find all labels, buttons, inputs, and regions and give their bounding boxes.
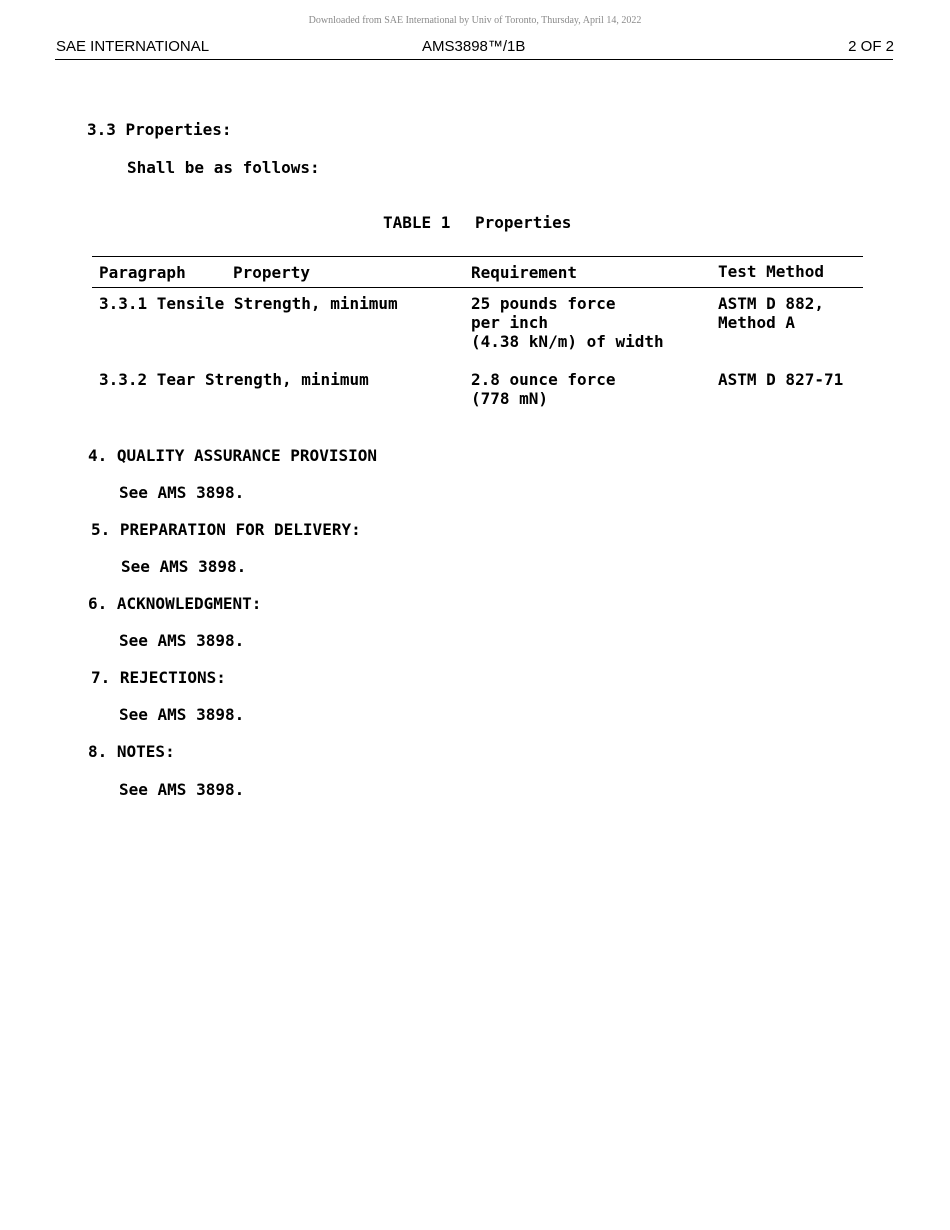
header-organization: SAE INTERNATIONAL	[56, 38, 210, 55]
section-6-heading: 6. ACKNOWLEDGMENT:	[88, 594, 262, 613]
row-test-method-line: ASTM D 882,	[718, 294, 824, 313]
row-requirement-line: (778 mN)	[471, 389, 549, 408]
column-header-requirement: Requirement	[471, 263, 577, 282]
section-8-heading: 8. NOTES:	[88, 742, 175, 761]
section-7-text: See AMS 3898.	[119, 705, 245, 724]
row-requirement-line: 25 pounds force	[471, 294, 616, 313]
section-5-heading: 5. PREPARATION FOR DELIVERY:	[91, 520, 361, 539]
section-8-text: See AMS 3898.	[119, 780, 245, 799]
row-property: 3.3.2 Tear Strength, minimum	[99, 370, 369, 389]
column-header-test-method: Test Method	[718, 262, 824, 281]
column-header-property: Property	[233, 263, 311, 282]
download-note: Downloaded from SAE International by Univ of Toronto, Thursday, April 14, 2022	[308, 15, 642, 26]
section-4-text: See AMS 3898.	[119, 483, 245, 502]
column-header-paragraph: Paragraph	[99, 263, 186, 282]
section-3-3-heading: 3.3 Properties:	[87, 120, 232, 139]
row-requirement-line: per inch	[471, 313, 549, 332]
table-caption-title: Properties	[475, 213, 572, 232]
section-7-heading: 7. REJECTIONS:	[91, 668, 226, 687]
row-test-method-line: ASTM D 827-71	[718, 370, 844, 389]
header-document-number: AMS3898™/1B	[422, 38, 526, 55]
header-rule	[55, 59, 893, 60]
table-top-rule	[92, 256, 863, 257]
section-3-3-text: Shall be as follows:	[127, 158, 320, 177]
table-header-rule	[92, 287, 863, 288]
row-requirement-line: (4.38 kN/m) of width	[471, 332, 664, 351]
table-caption-label: TABLE 1	[383, 213, 451, 232]
header-page-number: 2 OF 2	[848, 38, 894, 55]
section-6-text: See AMS 3898.	[119, 631, 245, 650]
section-5-text: See AMS 3898.	[121, 557, 247, 576]
row-test-method-line: Method A	[718, 313, 796, 332]
section-4-heading: 4. QUALITY ASSURANCE PROVISION	[88, 446, 377, 465]
row-requirement-line: 2.8 ounce force	[471, 370, 616, 389]
row-property: 3.3.1 Tensile Strength, minimum	[99, 294, 398, 313]
